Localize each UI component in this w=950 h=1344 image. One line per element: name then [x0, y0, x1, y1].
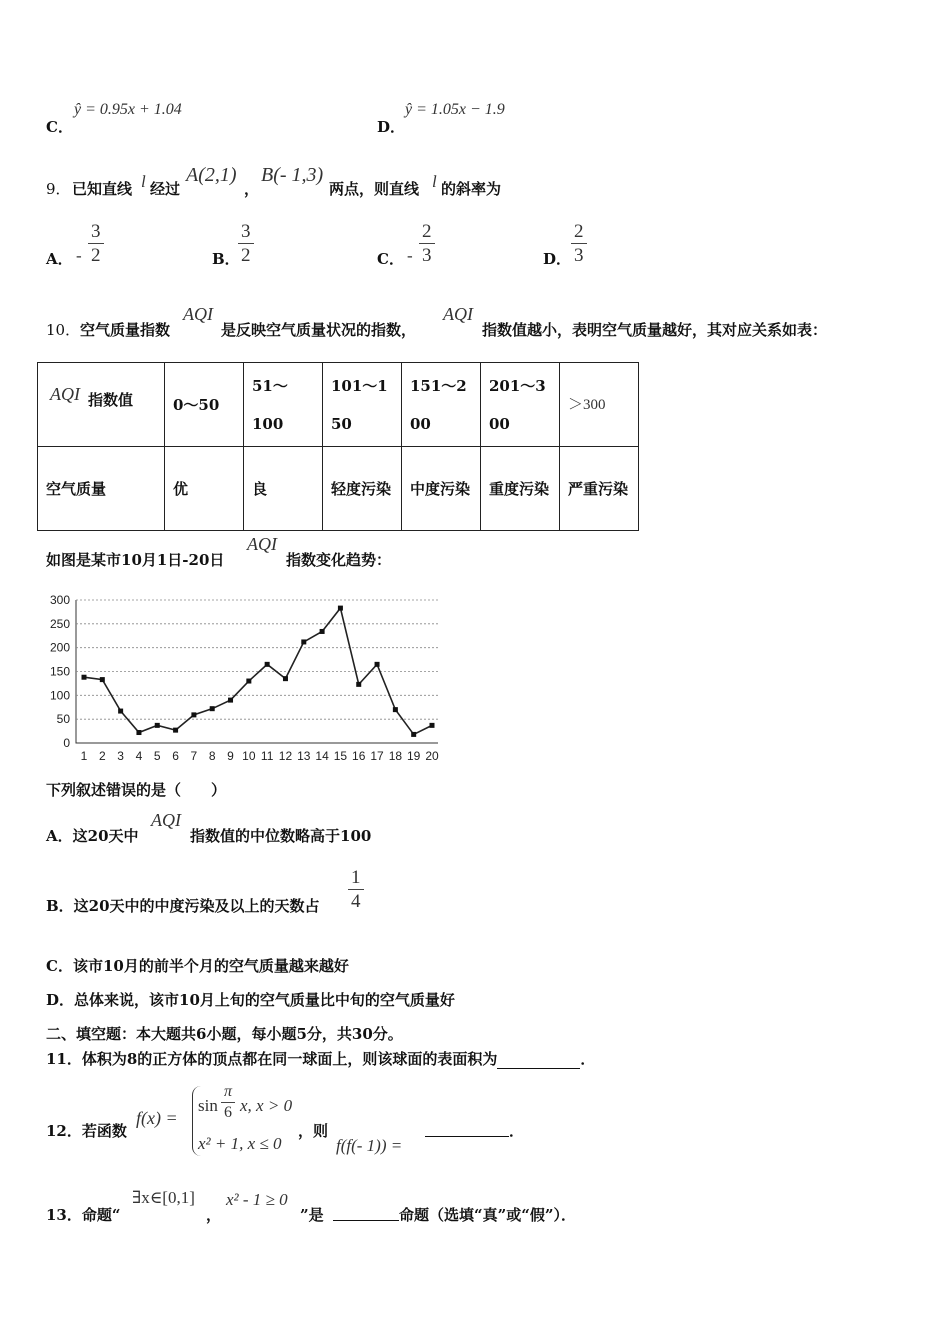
chart-point: [411, 732, 416, 737]
q13-formula-1: ∃x∈[0,1]: [132, 1188, 195, 1207]
q8-option-d-label: D．: [377, 118, 406, 136]
q9-option-a-label: A．: [46, 250, 73, 268]
chart-point: [393, 707, 398, 712]
q10-option-a-aqi: AQI: [151, 810, 181, 830]
q10-text-2: 是反映空气质量状况的指数，: [221, 321, 417, 339]
chart-y-tick-label: 250: [49, 616, 70, 631]
q10-text-1: 空气质量指数: [80, 321, 171, 339]
q10-option-a: [46, 810, 546, 846]
q11-text: 11．体积为8的正方体的顶点都在同一球面上，则该球面的表面积为: [46, 1050, 498, 1068]
q12-ffx: f(f(- 1)) =: [336, 1136, 403, 1155]
q10-option-c: C．该市10月的前半个月的空气质量越来越好: [46, 957, 349, 975]
chart-x-tick-label: 20: [425, 749, 439, 763]
chart-x-tick-label: 7: [190, 749, 198, 763]
chart-y-tick-label: 200: [49, 640, 70, 655]
q9-option-d-den: 3: [571, 243, 587, 266]
chart-point: [82, 675, 87, 680]
q9-option-c-num: 2: [422, 221, 432, 242]
q13: [46, 1186, 746, 1226]
table-cell: 中度污染: [402, 447, 481, 531]
chart-x-tick-label: 17: [370, 749, 384, 763]
q12-then: ，则: [298, 1122, 329, 1140]
table-cell: 101～150: [323, 363, 402, 447]
chart-x-tick-label: 13: [297, 749, 311, 763]
q12: [46, 1084, 646, 1164]
q12-case1-sin: sin: [198, 1096, 218, 1115]
q8-option-c-label: C．: [46, 118, 73, 136]
chart-point: [375, 662, 380, 667]
chart-x-tick-label: 6: [172, 749, 179, 763]
q10-text-3: 指数值越小，表明空气质量越好，其对应关系如表：: [482, 321, 828, 339]
chart-y-tick-label: 300: [49, 593, 70, 607]
chart-point: [338, 606, 343, 611]
chart-point: [210, 706, 215, 711]
q9-option-c-den: 3: [419, 243, 435, 266]
chart-point: [301, 639, 306, 644]
section2-title: 二、填空题：本大题共6小题，每小题5分，共30分。: [46, 1025, 403, 1043]
q10-option-b: [46, 868, 546, 918]
table-cell: ＞300: [560, 363, 639, 447]
chart-point: [320, 629, 325, 634]
q9-point-b: B(- 1,3): [261, 164, 324, 186]
q10-option-d: D．总体来说，该市10月上旬的空气质量比中旬的空气质量好: [46, 991, 455, 1009]
chart-point: [246, 679, 251, 684]
chart-point: [118, 709, 123, 714]
q8-option-d-formula: ŷ = 1.05x − 1.9: [405, 101, 505, 118]
q11-blank[interactable]: [497, 1068, 580, 1069]
q12-case2: x² + 1, x ≤ 0: [198, 1134, 282, 1153]
chart-x-tick-label: 11: [260, 749, 274, 763]
chart-point: [100, 677, 105, 682]
chart-point: [191, 712, 196, 717]
table-cell: 51～100: [244, 363, 323, 447]
q12-case1-den: 6: [221, 1102, 235, 1122]
chart-x-tick-label: 1: [80, 749, 88, 763]
q10-option-b-den: 4: [348, 889, 364, 912]
table-row: [38, 447, 639, 531]
chart-x-tick-label: 8: [208, 749, 216, 763]
q10-option-b-fraction: [348, 868, 364, 912]
chart-x-tick-label: 4: [135, 749, 143, 763]
chart-point: [136, 730, 141, 735]
q9-option-b-num: 3: [241, 221, 251, 242]
aqi-table: [37, 362, 639, 531]
chart-x-tick-label: 10: [242, 749, 256, 763]
chart-intro: [46, 534, 646, 570]
chart-point: [283, 676, 288, 681]
chart-point: [265, 662, 270, 667]
q10-option-a-text-1: A．这20天中: [46, 827, 139, 845]
chart-y-tick-label: 50: [56, 712, 70, 727]
q9-comma: ，: [244, 180, 260, 198]
q9-option-b-den: 2: [238, 243, 254, 266]
chart-x-tick-label: 19: [407, 749, 421, 763]
q12-blank[interactable]: [425, 1118, 509, 1137]
q12-label: 12．若函数: [46, 1122, 127, 1140]
chart-x-tick-label: 5: [153, 749, 161, 763]
chart-x-tick-label: 9: [227, 749, 234, 763]
table-cell: 良: [244, 447, 323, 531]
table-row: [38, 363, 639, 447]
q9-option-c-fraction: [419, 222, 435, 266]
q9-option-d-label: D．: [543, 250, 572, 268]
q12-case1-rest: x, x > 0: [240, 1096, 293, 1115]
chart-point: [356, 682, 361, 687]
chart-x-tick-label: 12: [278, 749, 293, 763]
q10-number: 10．: [46, 321, 81, 339]
q9-option-b-label: B．: [212, 250, 240, 268]
chart-x-tick-label: 18: [388, 749, 403, 763]
chart-intro-text-1: 如图是某市10月1日-20日: [46, 551, 225, 569]
chart-intro-text-2: 指数变化趋势：: [286, 551, 392, 569]
q10-option-a-text-2: 指数值的中位数略高于100: [190, 827, 372, 845]
q9-option-b-fraction: [238, 222, 254, 266]
q9-line-var: l: [141, 172, 146, 191]
q9-text-2: 经过: [150, 180, 181, 198]
q10-aqi-2: AQI: [443, 304, 473, 324]
table-cell: 0～50: [165, 363, 244, 447]
table-cell: 轻度污染: [323, 447, 402, 531]
q10-option-b-num: 1: [351, 867, 361, 888]
table-cell: 优: [165, 447, 244, 531]
q9-line-var-2: l: [432, 172, 437, 191]
table-cell: 重度污染: [481, 447, 560, 531]
q9-option-a-sign: -: [76, 246, 82, 265]
chart-y-tick-label: 0: [63, 736, 70, 750]
q9-option-d-num: 2: [574, 221, 584, 242]
chart-y-tick-label: 150: [49, 664, 70, 679]
table-row-header: 空气质量: [38, 447, 165, 531]
chart-x-tick-label: 14: [315, 749, 329, 763]
table-header-label: 指数值: [88, 391, 134, 409]
chart-y-tick-label: 100: [49, 688, 70, 703]
q10-stem: [46, 304, 926, 340]
q10-aqi-1: AQI: [183, 304, 213, 324]
aqi-line-chart: [40, 590, 450, 770]
q9-number: 9．: [46, 180, 71, 198]
q9-text-1: 已知直线: [72, 180, 133, 198]
q9-option-c-label: C．: [377, 250, 404, 268]
q9-option-a-num: 3: [91, 221, 101, 242]
q10-question: 下列叙述错误的是（ ）: [46, 781, 227, 799]
table-cell: 201～300: [481, 363, 560, 447]
chart-x-tick-label: 2: [98, 749, 106, 763]
table-header-aqi: [38, 363, 165, 447]
chart-point: [430, 723, 435, 728]
q8-option-c-formula: ŷ = 0.95x + 1.04: [74, 101, 182, 118]
q12-function-name: f(x) =: [136, 1108, 178, 1128]
chart-x-tick-label: 15: [333, 749, 348, 763]
table-cell: 151～200: [402, 363, 481, 447]
q12-case1-pi: π: [224, 1083, 233, 1100]
q13-blank[interactable]: [333, 1202, 399, 1221]
q13-label: 13．命题“: [46, 1206, 121, 1224]
q9-text-3: 两点，则直线: [329, 180, 420, 198]
q9-point-a: A(2,1): [186, 164, 237, 186]
q12-case1-fraction: [221, 1084, 235, 1122]
q11-end: ．: [580, 1050, 596, 1068]
table-cell: 严重污染: [560, 447, 639, 531]
q13-text: ”是: [300, 1206, 324, 1224]
q12-end: ．: [509, 1122, 525, 1140]
q9-option-d-fraction: [571, 222, 587, 266]
q13-comma: ，: [206, 1206, 222, 1224]
chart-intro-aqi: AQI: [247, 534, 277, 554]
chart-point: [155, 723, 160, 728]
q13-end: 命题（选填“真”或“假”）．: [399, 1206, 577, 1224]
q9-option-a-den: 2: [88, 243, 104, 266]
table-aqi-symbol: AQI: [50, 384, 80, 404]
chart-x-tick-label: 3: [117, 749, 124, 763]
q11: [46, 1048, 595, 1069]
chart-point: [173, 728, 178, 733]
q10-option-b-text: B．这20天中的中度污染及以上的天数占: [46, 897, 320, 915]
q13-formula-2: x² - 1 ≥ 0: [226, 1190, 288, 1209]
q9-text-4: 的斜率为: [441, 180, 502, 198]
chart-x-tick-label: 16: [352, 749, 366, 763]
q9-option-a-fraction: [88, 222, 104, 266]
q9-option-c-sign: -: [407, 246, 413, 265]
chart-point: [228, 698, 233, 703]
